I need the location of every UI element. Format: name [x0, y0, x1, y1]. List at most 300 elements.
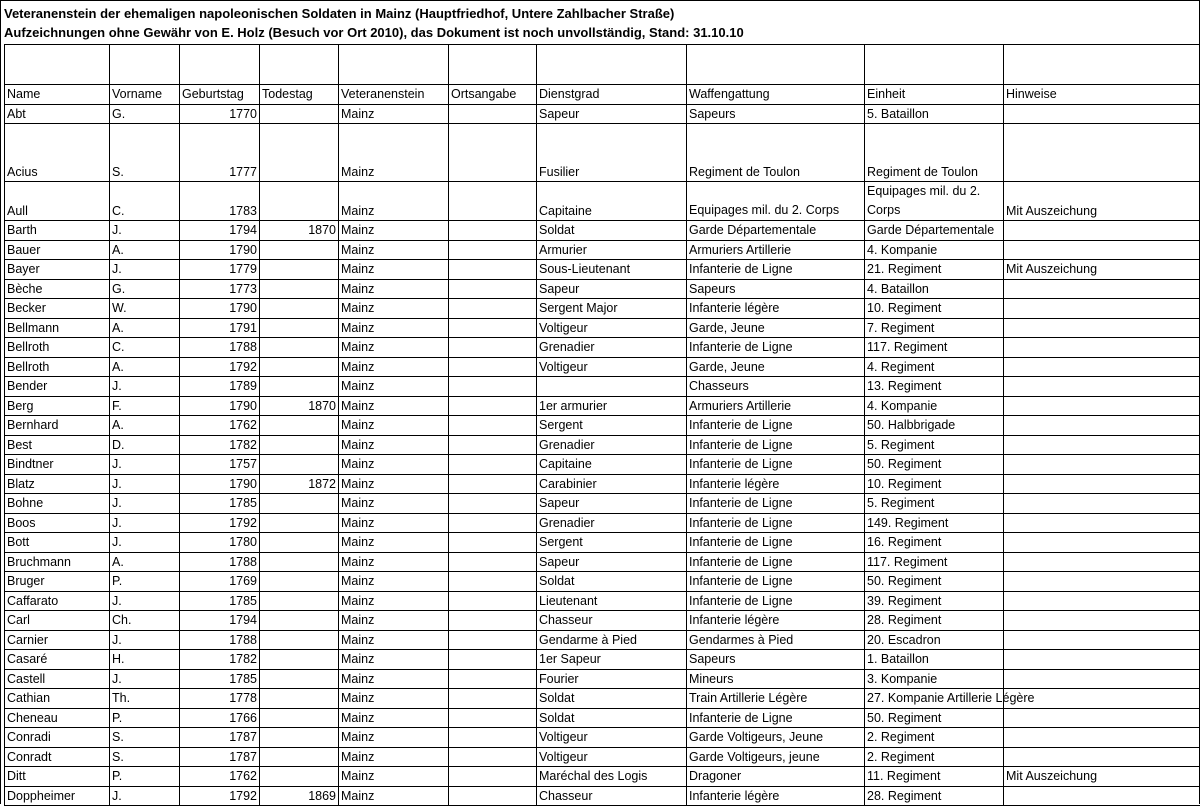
cell-name[interactable]: Bayer [5, 260, 110, 280]
cell-todestag[interactable] [260, 416, 339, 436]
cell-todestag[interactable]: 1872 [260, 474, 339, 494]
cell-hinweise[interactable] [1004, 572, 1200, 592]
cell-todestag[interactable] [260, 650, 339, 670]
cell-dienstgrad[interactable]: Grenadier [537, 338, 687, 358]
cell-hinweise[interactable] [1004, 630, 1200, 650]
cell-name[interactable]: Carnier [5, 630, 110, 650]
cell-waffengattung[interactable]: Equipages mil. du 2. Corps [687, 182, 865, 221]
header-einheit[interactable]: Einheit [865, 85, 1004, 105]
header-name[interactable]: Name [5, 85, 110, 105]
cell-todestag[interactable] [260, 377, 339, 397]
cell-hinweise[interactable] [1004, 396, 1200, 416]
cell-vorname[interactable]: A. [110, 318, 180, 338]
cell-einheit[interactable]: Garde Départementale [865, 221, 1004, 241]
cell-hinweise[interactable] [1004, 279, 1200, 299]
cell-geburtstag[interactable]: 1757 [180, 455, 260, 475]
cell-veteranenstein[interactable]: Mainz [339, 747, 449, 767]
cell-ortsangabe[interactable] [449, 669, 537, 689]
cell-einheit[interactable]: 21. Regiment [865, 260, 1004, 280]
cell-todestag[interactable] [260, 240, 339, 260]
cell-einheit[interactable]: 50. Regiment [865, 455, 1004, 475]
cell-name[interactable]: Aull [5, 182, 110, 221]
cell-waffengattung[interactable]: Garde Voltigeurs, Jeune [687, 728, 865, 748]
cell-waffengattung[interactable]: Infanterie de Ligne [687, 591, 865, 611]
cell-name[interactable]: Barth [5, 221, 110, 241]
cell-waffengattung[interactable]: Infanterie de Ligne [687, 533, 865, 553]
cell-geburtstag[interactable]: 1778 [180, 689, 260, 709]
cell-vorname[interactable]: F. [110, 396, 180, 416]
cell-einheit[interactable]: 3. Kompanie [865, 669, 1004, 689]
cell-ortsangabe[interactable] [449, 552, 537, 572]
cell-veteranenstein[interactable]: Mainz [339, 533, 449, 553]
cell-dienstgrad[interactable]: Soldat [537, 572, 687, 592]
cell-dienstgrad[interactable]: Lieutenant [537, 591, 687, 611]
cell-name[interactable]: Berg [5, 396, 110, 416]
cell-veteranenstein[interactable]: Mainz [339, 124, 449, 182]
cell-todestag[interactable] [260, 533, 339, 553]
cell-waffengattung[interactable]: Gendarmes à Pied [687, 630, 865, 650]
cell-vorname[interactable]: W. [110, 299, 180, 319]
cell-geburtstag[interactable]: 1770 [180, 104, 260, 124]
cell-todestag[interactable] [260, 630, 339, 650]
cell[interactable] [537, 45, 687, 85]
cell-name[interactable]: Cathian [5, 689, 110, 709]
cell-ortsangabe[interactable] [449, 650, 537, 670]
cell[interactable] [260, 45, 339, 85]
cell-einheit[interactable]: Equipages mil. du 2. Corps [865, 182, 1004, 221]
cell-todestag[interactable] [260, 513, 339, 533]
cell-geburtstag[interactable]: 1766 [180, 708, 260, 728]
cell-dienstgrad[interactable]: Sergent Major [537, 299, 687, 319]
cell-dienstgrad[interactable]: Sapeur [537, 494, 687, 514]
cell-hinweise[interactable] [1004, 240, 1200, 260]
cell-geburtstag[interactable]: 1777 [180, 124, 260, 182]
cell-name[interactable]: Conradt [5, 747, 110, 767]
cell-dienstgrad[interactable]: Sous-Lieutenant [537, 260, 687, 280]
cell-einheit[interactable]: 27. Kompanie Artillerie Légère [865, 689, 1004, 709]
header-hinweise[interactable]: Hinweise [1004, 85, 1200, 105]
cell-todestag[interactable] [260, 708, 339, 728]
cell-ortsangabe[interactable] [449, 474, 537, 494]
cell-waffengattung[interactable]: Infanterie de Ligne [687, 435, 865, 455]
cell-hinweise[interactable] [1004, 708, 1200, 728]
cell-vorname[interactable]: S. [110, 124, 180, 182]
cell-name[interactable]: Bruger [5, 572, 110, 592]
cell-geburtstag[interactable]: 1790 [180, 240, 260, 260]
cell-veteranenstein[interactable]: Mainz [339, 786, 449, 806]
cell-veteranenstein[interactable]: Mainz [339, 455, 449, 475]
cell-name[interactable]: Cheneau [5, 708, 110, 728]
cell-name[interactable]: Bruchmann [5, 552, 110, 572]
cell-ortsangabe[interactable] [449, 533, 537, 553]
cell-todestag[interactable] [260, 338, 339, 358]
header-dienstgrad[interactable]: Dienstgrad [537, 85, 687, 105]
cell-geburtstag[interactable]: 1792 [180, 513, 260, 533]
cell-name[interactable]: Bernhard [5, 416, 110, 436]
cell-vorname[interactable]: H. [110, 650, 180, 670]
cell-hinweise[interactable] [1004, 728, 1200, 748]
cell-ortsangabe[interactable] [449, 104, 537, 124]
cell-geburtstag[interactable]: 1769 [180, 572, 260, 592]
cell-dienstgrad[interactable]: Soldat [537, 689, 687, 709]
cell-einheit[interactable]: 149. Regiment [865, 513, 1004, 533]
cell-veteranenstein[interactable]: Mainz [339, 396, 449, 416]
cell-veteranenstein[interactable]: Mainz [339, 513, 449, 533]
cell-todestag[interactable] [260, 747, 339, 767]
cell-name[interactable]: Bott [5, 533, 110, 553]
cell-veteranenstein[interactable]: Mainz [339, 689, 449, 709]
cell-name[interactable]: Bohne [5, 494, 110, 514]
cell-vorname[interactable]: J. [110, 630, 180, 650]
cell-todestag[interactable] [260, 728, 339, 748]
cell-dienstgrad[interactable]: Carabinier [537, 474, 687, 494]
cell-vorname[interactable]: C. [110, 182, 180, 221]
cell-vorname[interactable]: C. [110, 338, 180, 358]
cell-veteranenstein[interactable]: Mainz [339, 767, 449, 787]
cell-waffengattung[interactable]: Sapeurs [687, 650, 865, 670]
cell-dienstgrad[interactable]: Fourier [537, 669, 687, 689]
cell-waffengattung[interactable]: Garde, Jeune [687, 318, 865, 338]
cell-hinweise[interactable] [1004, 455, 1200, 475]
cell-einheit[interactable]: 5. Regiment [865, 435, 1004, 455]
cell-veteranenstein[interactable]: Mainz [339, 221, 449, 241]
cell-einheit[interactable]: 13. Regiment [865, 377, 1004, 397]
cell-dienstgrad[interactable]: Chasseur [537, 786, 687, 806]
cell-ortsangabe[interactable] [449, 786, 537, 806]
cell-vorname[interactable]: G. [110, 104, 180, 124]
cell-vorname[interactable]: P. [110, 708, 180, 728]
cell-waffengattung[interactable]: Sapeurs [687, 104, 865, 124]
cell-ortsangabe[interactable] [449, 182, 537, 221]
cell-name[interactable]: Boos [5, 513, 110, 533]
cell-vorname[interactable]: A. [110, 357, 180, 377]
cell-name[interactable]: Castell [5, 669, 110, 689]
cell-waffengattung[interactable]: Infanterie de Ligne [687, 416, 865, 436]
cell-geburtstag[interactable]: 1773 [180, 279, 260, 299]
cell-todestag[interactable] [260, 689, 339, 709]
cell-name[interactable]: Becker [5, 299, 110, 319]
cell-einheit[interactable]: 28. Regiment [865, 786, 1004, 806]
cell-ortsangabe[interactable] [449, 767, 537, 787]
cell-vorname[interactable]: J. [110, 260, 180, 280]
cell-waffengattung[interactable]: Armuriers Artillerie [687, 396, 865, 416]
cell-einheit[interactable]: 4. Regiment [865, 357, 1004, 377]
cell-geburtstag[interactable]: 1787 [180, 747, 260, 767]
cell-dienstgrad[interactable]: Chasseur [537, 611, 687, 631]
cell-veteranenstein[interactable]: Mainz [339, 572, 449, 592]
cell-ortsangabe[interactable] [449, 689, 537, 709]
cell-geburtstag[interactable]: 1780 [180, 533, 260, 553]
cell-todestag[interactable] [260, 124, 339, 182]
cell-einheit[interactable]: 4. Kompanie [865, 240, 1004, 260]
cell-ortsangabe[interactable] [449, 494, 537, 514]
cell-ortsangabe[interactable] [449, 455, 537, 475]
cell-veteranenstein[interactable]: Mainz [339, 299, 449, 319]
cell-ortsangabe[interactable] [449, 240, 537, 260]
cell-geburtstag[interactable]: 1788 [180, 338, 260, 358]
cell-name[interactable]: Caffarato [5, 591, 110, 611]
cell-waffengattung[interactable]: Infanterie de Ligne [687, 455, 865, 475]
cell-todestag[interactable] [260, 767, 339, 787]
cell-ortsangabe[interactable] [449, 708, 537, 728]
cell-dienstgrad[interactable]: Soldat [537, 708, 687, 728]
cell-veteranenstein[interactable]: Mainz [339, 240, 449, 260]
cell-dienstgrad[interactable]: Fusilier [537, 124, 687, 182]
cell-einheit[interactable]: 4. Bataillon [865, 279, 1004, 299]
cell-einheit[interactable]: 20. Escadron [865, 630, 1004, 650]
cell-geburtstag[interactable]: 1787 [180, 728, 260, 748]
cell-dienstgrad[interactable]: Voltigeur [537, 747, 687, 767]
cell-waffengattung[interactable]: Regiment de Toulon [687, 124, 865, 182]
cell-todestag[interactable] [260, 182, 339, 221]
cell-ortsangabe[interactable] [449, 377, 537, 397]
cell-dienstgrad[interactable]: Sapeur [537, 104, 687, 124]
cell-einheit[interactable]: 50. Halbbrigade [865, 416, 1004, 436]
cell-veteranenstein[interactable]: Mainz [339, 611, 449, 631]
cell-ortsangabe[interactable] [449, 416, 537, 436]
cell-geburtstag[interactable]: 1785 [180, 669, 260, 689]
cell-veteranenstein[interactable]: Mainz [339, 377, 449, 397]
cell-geburtstag[interactable]: 1792 [180, 357, 260, 377]
header-waffengattung[interactable]: Waffengattung [687, 85, 865, 105]
cell-todestag[interactable] [260, 318, 339, 338]
cell-hinweise[interactable] [1004, 474, 1200, 494]
cell-einheit[interactable]: 7. Regiment [865, 318, 1004, 338]
cell-veteranenstein[interactable]: Mainz [339, 591, 449, 611]
cell-vorname[interactable]: J. [110, 455, 180, 475]
cell-dienstgrad[interactable]: Sapeur [537, 279, 687, 299]
cell-name[interactable]: Bindtner [5, 455, 110, 475]
cell-vorname[interactable]: Ch. [110, 611, 180, 631]
cell-hinweise[interactable] [1004, 124, 1200, 182]
cell-dienstgrad[interactable]: 1er armurier [537, 396, 687, 416]
cell[interactable] [865, 45, 1004, 85]
cell-veteranenstein[interactable]: Mainz [339, 630, 449, 650]
cell-todestag[interactable] [260, 611, 339, 631]
cell-todestag[interactable]: 1869 [260, 786, 339, 806]
cell-name[interactable]: Abt [5, 104, 110, 124]
cell-todestag[interactable] [260, 299, 339, 319]
cell-hinweise[interactable] [1004, 552, 1200, 572]
cell-waffengattung[interactable]: Infanterie légère [687, 474, 865, 494]
cell-geburtstag[interactable]: 1790 [180, 299, 260, 319]
cell-todestag[interactable] [260, 435, 339, 455]
cell-vorname[interactable]: J. [110, 221, 180, 241]
cell-einheit[interactable]: 4. Kompanie [865, 396, 1004, 416]
cell-todestag[interactable] [260, 572, 339, 592]
cell-einheit[interactable]: 10. Regiment [865, 474, 1004, 494]
cell-geburtstag[interactable]: 1783 [180, 182, 260, 221]
cell-waffengattung[interactable]: Infanterie légère [687, 611, 865, 631]
cell-einheit[interactable]: Regiment de Toulon [865, 124, 1004, 182]
cell-veteranenstein[interactable]: Mainz [339, 279, 449, 299]
cell-hinweise[interactable] [1004, 611, 1200, 631]
cell[interactable] [1004, 45, 1200, 85]
cell-einheit[interactable]: 2. Regiment [865, 728, 1004, 748]
cell-veteranenstein[interactable]: Mainz [339, 728, 449, 748]
cell-veteranenstein[interactable]: Mainz [339, 260, 449, 280]
cell-veteranenstein[interactable]: Mainz [339, 104, 449, 124]
cell-vorname[interactable]: J. [110, 377, 180, 397]
cell-einheit[interactable]: 39. Regiment [865, 591, 1004, 611]
cell-todestag[interactable] [260, 357, 339, 377]
cell-waffengattung[interactable]: Infanterie légère [687, 299, 865, 319]
cell-einheit[interactable]: 5. Regiment [865, 494, 1004, 514]
cell-waffengattung[interactable]: Infanterie de Ligne [687, 260, 865, 280]
cell-dienstgrad[interactable]: Armurier [537, 240, 687, 260]
cell-vorname[interactable]: S. [110, 728, 180, 748]
cell-hinweise[interactable] [1004, 357, 1200, 377]
cell-vorname[interactable]: A. [110, 240, 180, 260]
cell-veteranenstein[interactable]: Mainz [339, 708, 449, 728]
cell-todestag[interactable]: 1870 [260, 396, 339, 416]
cell-hinweise[interactable]: Mit Auszeichung [1004, 767, 1200, 787]
cell-geburtstag[interactable]: 1788 [180, 630, 260, 650]
cell-waffengattung[interactable]: Infanterie de Ligne [687, 552, 865, 572]
cell-veteranenstein[interactable]: Mainz [339, 552, 449, 572]
cell-veteranenstein[interactable]: Mainz [339, 435, 449, 455]
cell-vorname[interactable]: J. [110, 591, 180, 611]
cell-waffengattung[interactable]: Infanterie de Ligne [687, 708, 865, 728]
cell-einheit[interactable]: 50. Regiment [865, 572, 1004, 592]
cell-einheit[interactable]: 1. Bataillon [865, 650, 1004, 670]
cell-ortsangabe[interactable] [449, 396, 537, 416]
cell-waffengattung[interactable]: Armuriers Artillerie [687, 240, 865, 260]
cell-todestag[interactable] [260, 552, 339, 572]
cell-vorname[interactable]: G. [110, 279, 180, 299]
header-veteranenstein[interactable]: Veteranenstein [339, 85, 449, 105]
cell-todestag[interactable]: 1870 [260, 221, 339, 241]
cell-vorname[interactable]: Th. [110, 689, 180, 709]
cell-vorname[interactable]: J. [110, 533, 180, 553]
cell-ortsangabe[interactable] [449, 611, 537, 631]
cell-hinweise[interactable] [1004, 104, 1200, 124]
cell-hinweise[interactable] [1004, 494, 1200, 514]
cell-waffengattung[interactable]: Infanterie légère [687, 786, 865, 806]
cell-name[interactable]: Casaré [5, 650, 110, 670]
cell-hinweise[interactable]: Mit Auszeichung [1004, 182, 1200, 221]
cell-ortsangabe[interactable] [449, 435, 537, 455]
cell-geburtstag[interactable]: 1782 [180, 650, 260, 670]
cell-todestag[interactable] [260, 669, 339, 689]
cell-ortsangabe[interactable] [449, 279, 537, 299]
cell-dienstgrad[interactable]: Capitaine [537, 182, 687, 221]
cell-veteranenstein[interactable]: Mainz [339, 650, 449, 670]
cell-dienstgrad[interactable]: Voltigeur [537, 357, 687, 377]
cell-name[interactable]: Conradi [5, 728, 110, 748]
cell-name[interactable]: Bellmann [5, 318, 110, 338]
cell-vorname[interactable]: P. [110, 572, 180, 592]
cell-ortsangabe[interactable] [449, 630, 537, 650]
cell-einheit[interactable]: 50. Regiment [865, 708, 1004, 728]
cell-einheit[interactable]: 117. Regiment [865, 552, 1004, 572]
cell-einheit[interactable]: 2. Regiment [865, 747, 1004, 767]
cell-hinweise[interactable] [1004, 318, 1200, 338]
cell-hinweise[interactable] [1004, 299, 1200, 319]
cell-name[interactable]: Bender [5, 377, 110, 397]
header-vorname[interactable]: Vorname [110, 85, 180, 105]
cell-geburtstag[interactable]: 1790 [180, 396, 260, 416]
cell-waffengattung[interactable]: Train Artillerie Légère [687, 689, 865, 709]
cell-einheit[interactable]: 5. Bataillon [865, 104, 1004, 124]
cell-veteranenstein[interactable]: Mainz [339, 474, 449, 494]
cell-waffengattung[interactable]: Infanterie de Ligne [687, 338, 865, 358]
cell-dienstgrad[interactable]: 1er Sapeur [537, 650, 687, 670]
cell-geburtstag[interactable]: 1785 [180, 494, 260, 514]
cell-name[interactable]: Acius [5, 124, 110, 182]
cell-dienstgrad[interactable]: Maréchal des Logis [537, 767, 687, 787]
cell-waffengattung[interactable]: Chasseurs [687, 377, 865, 397]
cell[interactable] [110, 45, 180, 85]
cell-veteranenstein[interactable]: Mainz [339, 357, 449, 377]
cell-geburtstag[interactable]: 1790 [180, 474, 260, 494]
cell-einheit[interactable]: 28. Regiment [865, 611, 1004, 631]
cell-vorname[interactable]: A. [110, 416, 180, 436]
cell-dienstgrad[interactable]: Sergent [537, 416, 687, 436]
cell-name[interactable]: Doppheimer [5, 786, 110, 806]
cell-dienstgrad[interactable]: Voltigeur [537, 318, 687, 338]
cell-vorname[interactable]: J. [110, 786, 180, 806]
cell-einheit[interactable]: 16. Regiment [865, 533, 1004, 553]
cell-ortsangabe[interactable] [449, 260, 537, 280]
cell-dienstgrad[interactable]: Capitaine [537, 455, 687, 475]
cell-geburtstag[interactable]: 1762 [180, 767, 260, 787]
cell-hinweise[interactable] [1004, 747, 1200, 767]
cell-waffengattung[interactable]: Mineurs [687, 669, 865, 689]
cell-waffengattung[interactable]: Dragoner [687, 767, 865, 787]
cell-dienstgrad[interactable]: Soldat [537, 221, 687, 241]
cell-waffengattung[interactable]: Sapeurs [687, 279, 865, 299]
cell-veteranenstein[interactable]: Mainz [339, 318, 449, 338]
cell-hinweise[interactable] [1004, 513, 1200, 533]
cell-veteranenstein[interactable]: Mainz [339, 338, 449, 358]
cell-vorname[interactable]: J. [110, 513, 180, 533]
cell-waffengattung[interactable]: Garde Départementale [687, 221, 865, 241]
cell-veteranenstein[interactable]: Mainz [339, 416, 449, 436]
cell-waffengattung[interactable]: Infanterie de Ligne [687, 494, 865, 514]
cell-einheit[interactable]: 10. Regiment [865, 299, 1004, 319]
cell-dienstgrad[interactable]: Sapeur [537, 552, 687, 572]
cell-todestag[interactable] [260, 455, 339, 475]
cell-hinweise[interactable] [1004, 786, 1200, 806]
cell-geburtstag[interactable]: 1779 [180, 260, 260, 280]
cell-hinweise[interactable] [1004, 591, 1200, 611]
cell-geburtstag[interactable]: 1788 [180, 552, 260, 572]
cell-waffengattung[interactable]: Garde Voltigeurs, jeune [687, 747, 865, 767]
cell-name[interactable]: Blatz [5, 474, 110, 494]
cell-veteranenstein[interactable]: Mainz [339, 494, 449, 514]
cell-hinweise[interactable] [1004, 377, 1200, 397]
cell-geburtstag[interactable]: 1791 [180, 318, 260, 338]
cell[interactable] [687, 45, 865, 85]
cell-ortsangabe[interactable] [449, 338, 537, 358]
cell-hinweise[interactable] [1004, 338, 1200, 358]
cell-ortsangabe[interactable] [449, 572, 537, 592]
cell-ortsangabe[interactable] [449, 591, 537, 611]
cell-name[interactable]: Ditt [5, 767, 110, 787]
cell-hinweise[interactable]: Mit Auszeichung [1004, 260, 1200, 280]
cell-todestag[interactable] [260, 279, 339, 299]
cell-waffengattung[interactable]: Infanterie de Ligne [687, 513, 865, 533]
cell-dienstgrad[interactable] [537, 377, 687, 397]
cell-name[interactable]: Bellroth [5, 338, 110, 358]
cell-einheit[interactable]: 11. Regiment [865, 767, 1004, 787]
cell-vorname[interactable]: J. [110, 669, 180, 689]
cell-todestag[interactable] [260, 104, 339, 124]
cell-dienstgrad[interactable]: Grenadier [537, 435, 687, 455]
cell-ortsangabe[interactable] [449, 299, 537, 319]
header-ortsangabe[interactable]: Ortsangabe [449, 85, 537, 105]
